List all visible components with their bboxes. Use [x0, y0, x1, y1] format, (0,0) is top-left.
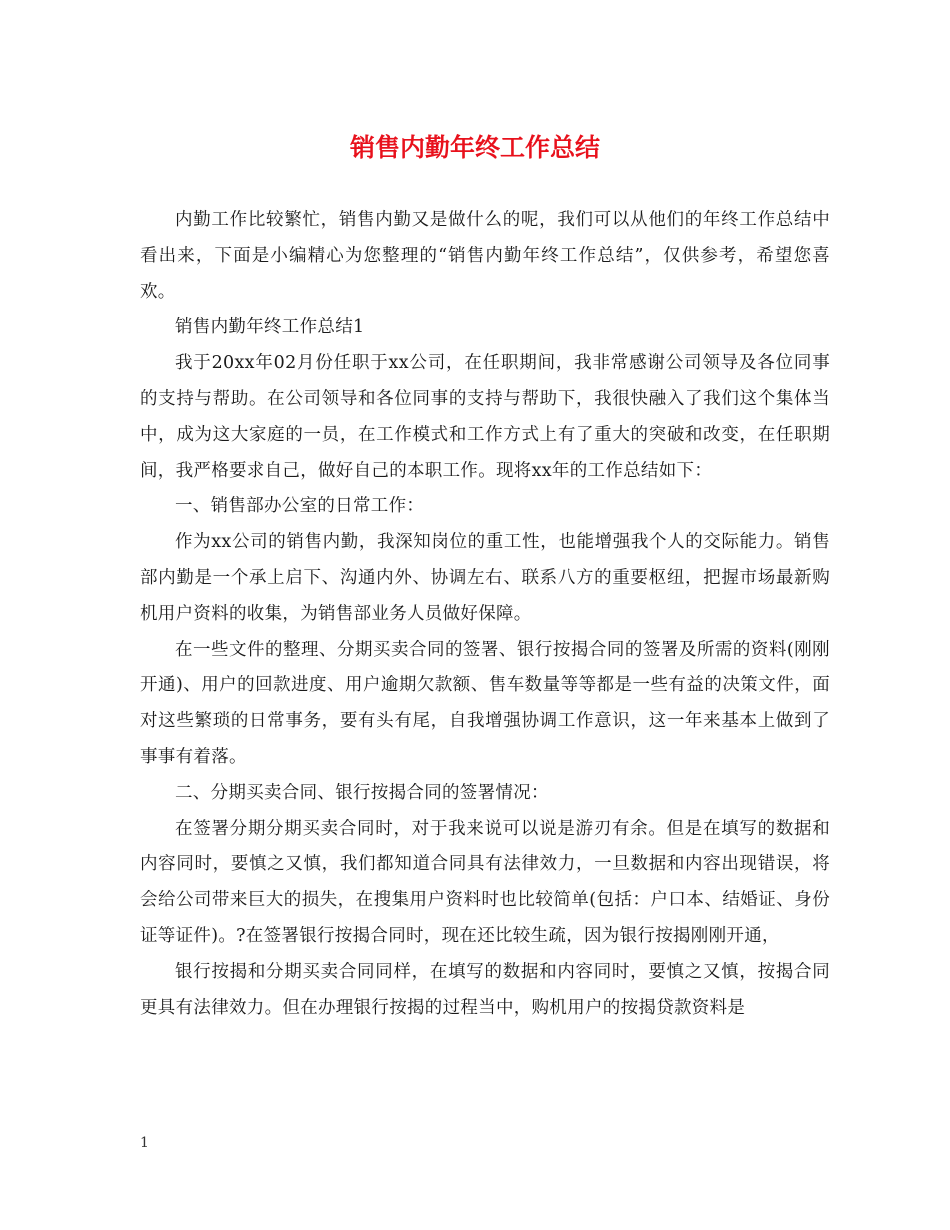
document-title: 销售内勤年终工作总结: [349, 133, 600, 162]
paragraph-subheading: 二、分期买卖合同、银行按揭合同的签署情况：: [175, 782, 549, 803]
document-body: [140, 203, 830, 1026]
paragraph: 作为xx公司的销售内勤，我深知岗位的重工性，也能增强我个人的交际能力。销售部内勤是一个承上启下、沟通内外、协调左右、联系八方的重要枢纽，把握市场最新购机用户资料的收集，为销售部业务人员做好保障。: [140, 532, 830, 624]
paragraph-subheading: 一、销售部办公室的日常工作：: [175, 496, 425, 517]
paragraph: 在一些文件的整理、分期买卖合同的签署、银行按揭合同的签署及所需的资料(刚刚开通)、用户的回款进度、用户逾期欠款额、售车数量等等都是一些有益的决策文件，面对这些繁琐的日常事务，要有头有尾，自我增强协调工作意识，这一年来基本上做到了事事有着落。: [140, 639, 830, 767]
paragraph-intro: 内勤工作比较繁忙，销售内勤又是做什么的呢，我们可以从他们的年终工作总结中看出来，下面是小编精心为您整理的“销售内勤年终工作总结”，仅供参考，希望您喜欢。: [140, 210, 830, 302]
paragraph-section-heading: 销售内勤年终工作总结1: [175, 317, 365, 338]
paragraph: 我于20xx年02月份任职于xx公司，在任职期间，我非常感谢公司领导及各位同事的支持与帮助。在公司领导和各位同事的支持与帮助下，我很快融入了我们这个集体当中，成为这大家庭的一员，在工作模式和工作方式上有了重大的突破和改变，在任职期间，我严格要求自己，做好自己的本职工作。现将xx年的工作总结如下：: [140, 353, 830, 481]
paragraph: 银行按揭和分期买卖合同同样，在填写的数据和内容同时，要慎之又慎，按揭合同更具有法律效力。但在办理银行按揭的过程当中，购机用户的按揭贷款资料是: [140, 961, 830, 1018]
page-number: 1: [140, 1135, 149, 1151]
paragraph: 在签署分期分期买卖合同时，对于我来说可以说是游刃有余。但是在填写的数据和内容同时，要慎之又慎，我们都知道合同具有法律效力，一旦数据和内容出现错误，将会给公司带来巨大的损失，在搜集用户资料时也比较简单(包括：户口本、结婚证、身份证等证件)。?在签署银行按揭合同时，现在还比较生疏，因为银行按揭刚刚开通，: [140, 818, 830, 946]
